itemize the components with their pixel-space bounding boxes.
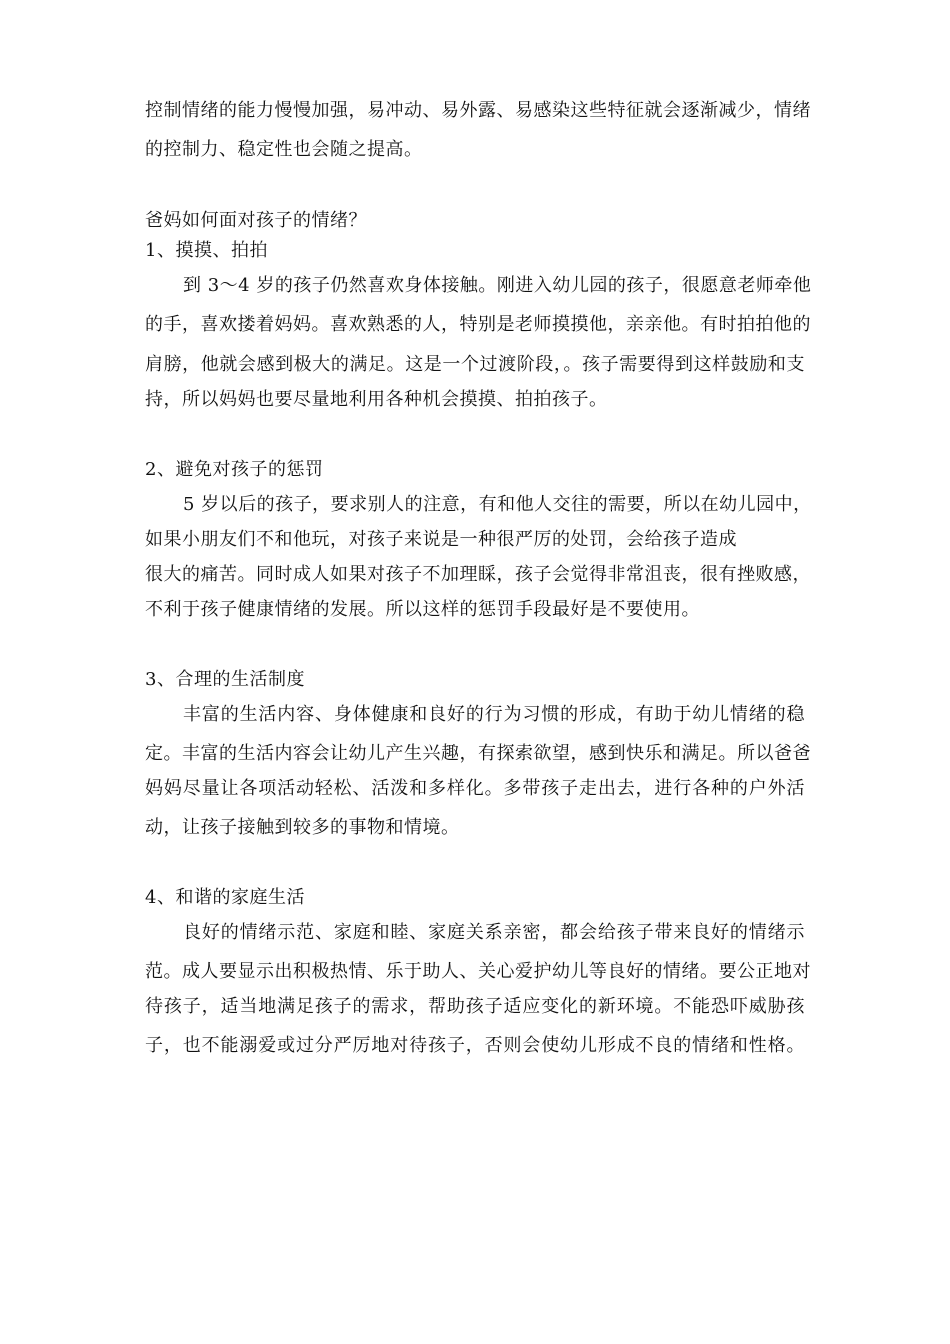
paragraph-line: 到 3～4 岁的孩子仍然喜欢身体接触。刚进入幼儿园的孩子，很愿意老师牵他 bbox=[183, 275, 812, 296]
section-heading: 4、和谐的家庭生活 bbox=[145, 887, 305, 908]
paragraph-line: 动，让孩子接触到较多的事物和情境。 bbox=[145, 817, 460, 838]
paragraph-line: 范。成人要显示出积极热情、乐于助人、关心爱护幼儿等良好的情绪。要公正地对 bbox=[145, 961, 811, 982]
section-heading: 1、摸摸、拍拍 bbox=[145, 240, 268, 261]
section-heading: 3、合理的生活制度 bbox=[145, 669, 305, 690]
paragraph-line: 不利于孩子健康情绪的发展。所以这样的惩罚手段最好是不要使用。 bbox=[145, 599, 700, 620]
paragraph-line: 很大的痛苦。同时成人如果对孩子不加理睬，孩子会觉得非常沮丧，很有挫败感， bbox=[145, 564, 811, 585]
paragraph-line: 如果小朋友们不和他玩，对孩子来说是一种很严厉的处罚，会给孩子造成 bbox=[145, 529, 737, 550]
paragraph-line: 定。丰富的生活内容会让幼儿产生兴趣，有探索欲望，感到快乐和满足。所以爸爸 bbox=[145, 743, 811, 764]
paragraph-line: 待孩子，适当地满足孩子的需求，帮助孩子适应变化的新环境。不能恐吓威胁孩 bbox=[145, 996, 805, 1017]
paragraph-line: 肩膀，他就会感到极大的满足。这是一个过渡阶段，。孩子需要得到这样鼓励和支 bbox=[145, 354, 805, 375]
paragraph-line: 控制情绪的能力慢慢加强，易冲动、易外露、易感染这些特征就会逐渐减少，情绪 bbox=[145, 100, 811, 121]
paragraph-line: 的手，喜欢搂着妈妈。喜欢熟悉的人，特别是老师摸摸他，亲亲他。有时拍拍他的 bbox=[145, 314, 811, 335]
paragraph-line: 的控制力、稳定性也会随之提高。 bbox=[145, 139, 423, 160]
paragraph-line: 丰富的生活内容、身体健康和良好的行为习惯的形成，有助于幼儿情绪的稳 bbox=[183, 704, 805, 725]
paragraph-line: 持，所以妈妈也要尽量地利用各种机会摸摸、拍拍孩子。 bbox=[145, 389, 608, 410]
paragraph-line: 妈妈尽量让各项活动轻松、活泼和多样化。多带孩子走出去，进行各种的户外活 bbox=[145, 778, 805, 799]
section-heading: 2、避免对孩子的惩罚 bbox=[145, 459, 324, 480]
paragraph-line: 良好的情绪示范、家庭和睦、家庭关系亲密，都会给孩子带来良好的情绪示 bbox=[183, 922, 805, 943]
paragraph-line: 5 岁以后的孩子，要求别人的注意，有和他人交往的需要，所以在幼儿园中， bbox=[183, 494, 812, 515]
section-question: 爸妈如何面对孩子的情绪？ bbox=[145, 210, 367, 231]
paragraph-line: 子，也不能溺爱或过分严厉地对待孩子，否则会使幼儿形成不良的情绪和性格。 bbox=[145, 1035, 805, 1056]
